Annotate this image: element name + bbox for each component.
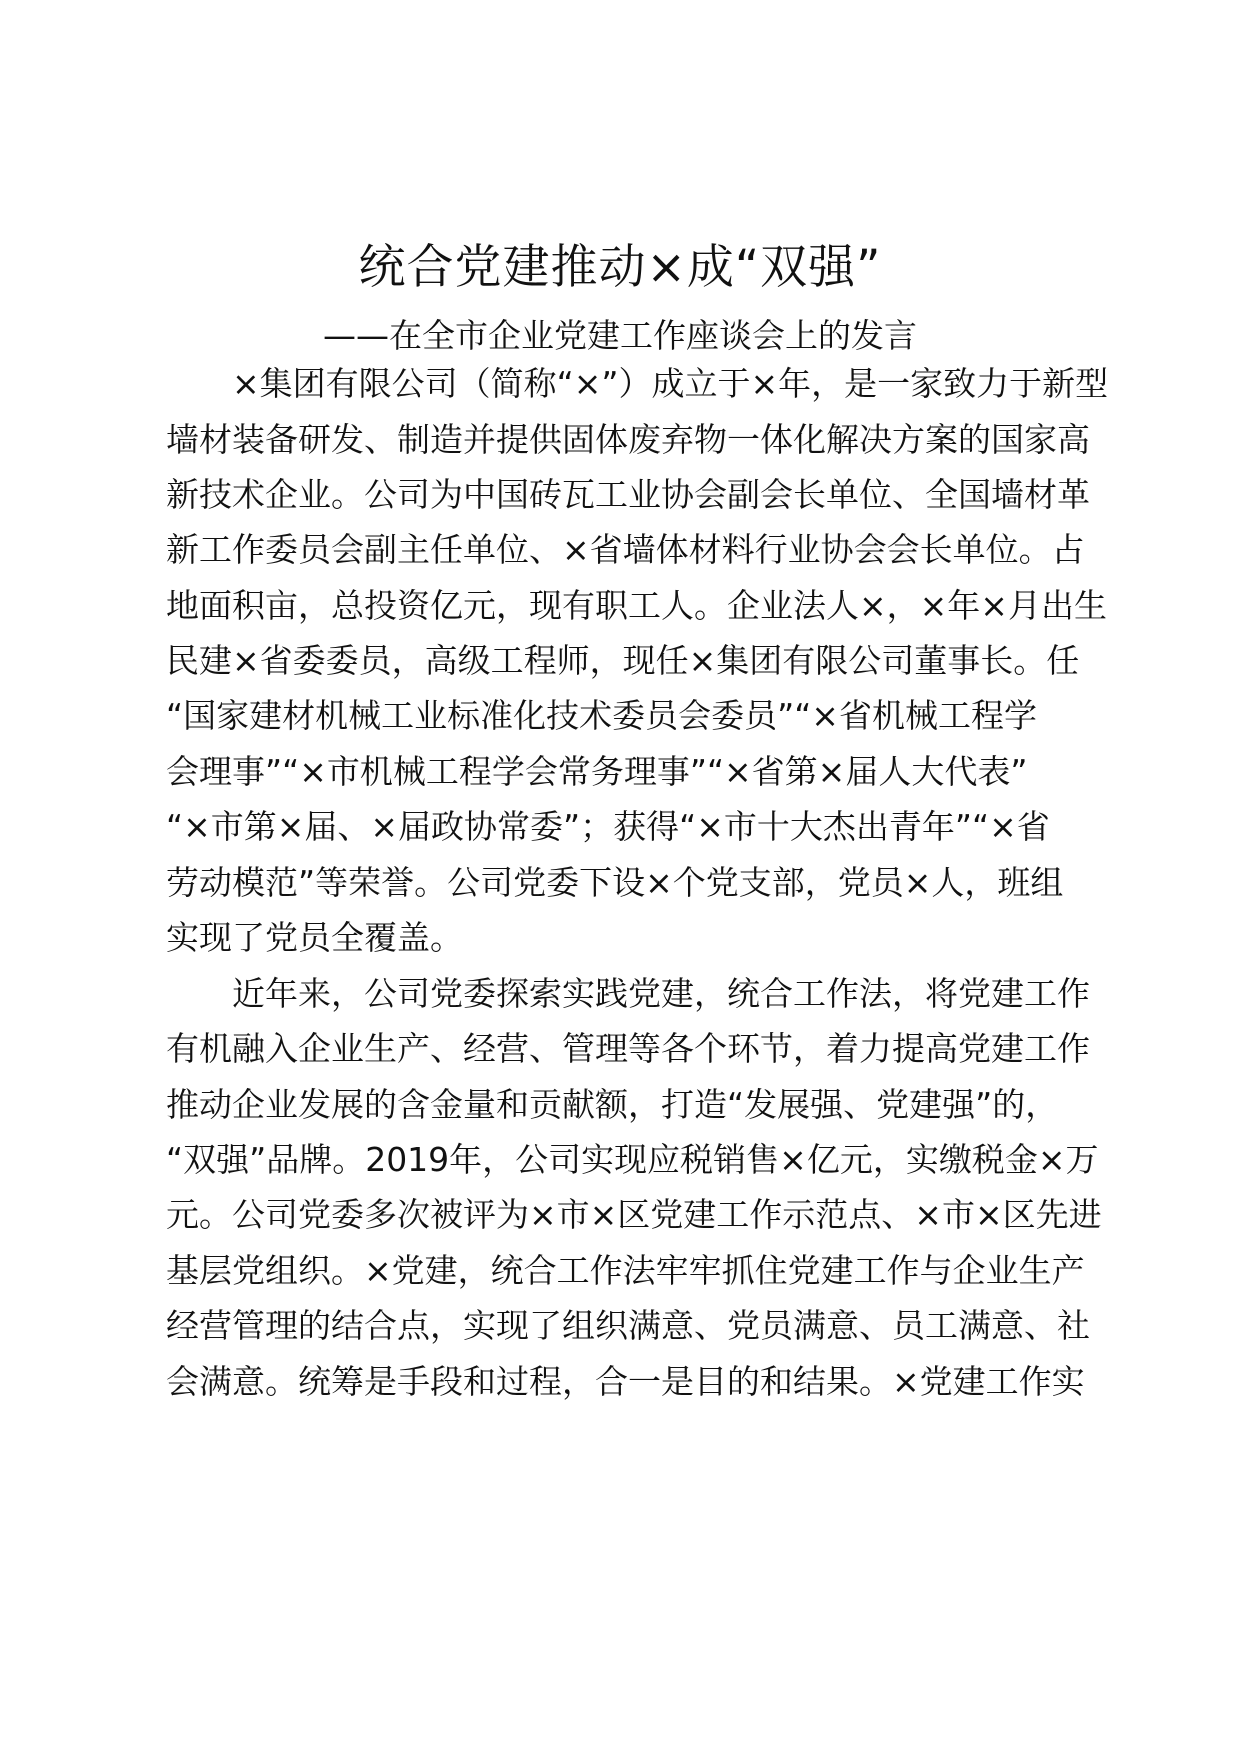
paragraph-1-line: 会理事”“×市机械工程学会常务理事”“×省第×届人大代表” [166, 752, 1028, 791]
paragraph-1-line: 民建×省委委员，高级工程师，现任×集团有限公司董事长。任 [166, 641, 1080, 680]
paragraph-1-line: “国家建材机械工业标准化技术委员会委员”“×省机械工程学 [166, 696, 1037, 735]
paragraph-2-line: 近年来，公司党委探索实践党建，统合工作法，将党建工作 [232, 974, 1090, 1013]
paragraph-1-line: 新工作委员会副主任单位、×省墙体材料行业协会会长单位。占 [166, 530, 1085, 569]
page-subtitle: ——在全市企业党建工作座谈会上的发言 [323, 316, 917, 355]
paragraph-1-line: 墙材装备研发、制造并提供固体废弃物一体化解决方案的国家高 [166, 420, 1090, 459]
paragraph-2-line: 基层党组织。×党建，统合工作法牢牢抓住党建工作与企业生产 [166, 1251, 1085, 1290]
paragraph-1-line: “×市第×届、×届政协常委”；获得“×市十大杰出青年”“×省 [166, 807, 1050, 846]
paragraph-1-line: 地面积亩，总投资亿元，现有职工人。企业法人×，×年×月出生 [166, 586, 1107, 625]
paragraph-2-line: “双强”品牌。2019年，公司实现应税销售×亿元，实缴税金×万 [166, 1140, 1099, 1179]
paragraph-2-line: 推动企业发展的含金量和贡献额，打造“发展强、党建强”的， [166, 1085, 1059, 1124]
paragraph-2-line: 经营管理的结合点，实现了组织满意、党员满意、员工满意、社 [166, 1306, 1090, 1345]
paragraph-2-line: 会满意。统筹是手段和过程，合一是目的和结果。×党建工作实 [166, 1362, 1085, 1401]
paragraph-1-line: ×集团有限公司（简称“×”）成立于×年，是一家致力于新型 [232, 364, 1109, 403]
paragraph-2-line: 元。公司党委多次被评为×市×区党建工作示范点、×市×区先进 [166, 1195, 1102, 1234]
paragraph-2-line: 有机融入企业生产、经营、管理等各个环节，着力提高党建工作 [166, 1029, 1090, 1068]
paragraph-1-line: 实现了党员全覆盖。 [166, 918, 463, 957]
paragraph-1-line: 劳动模范”等荣誉。公司党委下设×个党支部，党员×人，班组 [166, 863, 1064, 902]
page-title: 统合党建推动×成“双强” [358, 240, 882, 295]
paragraph-1-line: 新技术企业。公司为中国砖瓦工业协会副会长单位、全国墙材革 [166, 475, 1090, 514]
